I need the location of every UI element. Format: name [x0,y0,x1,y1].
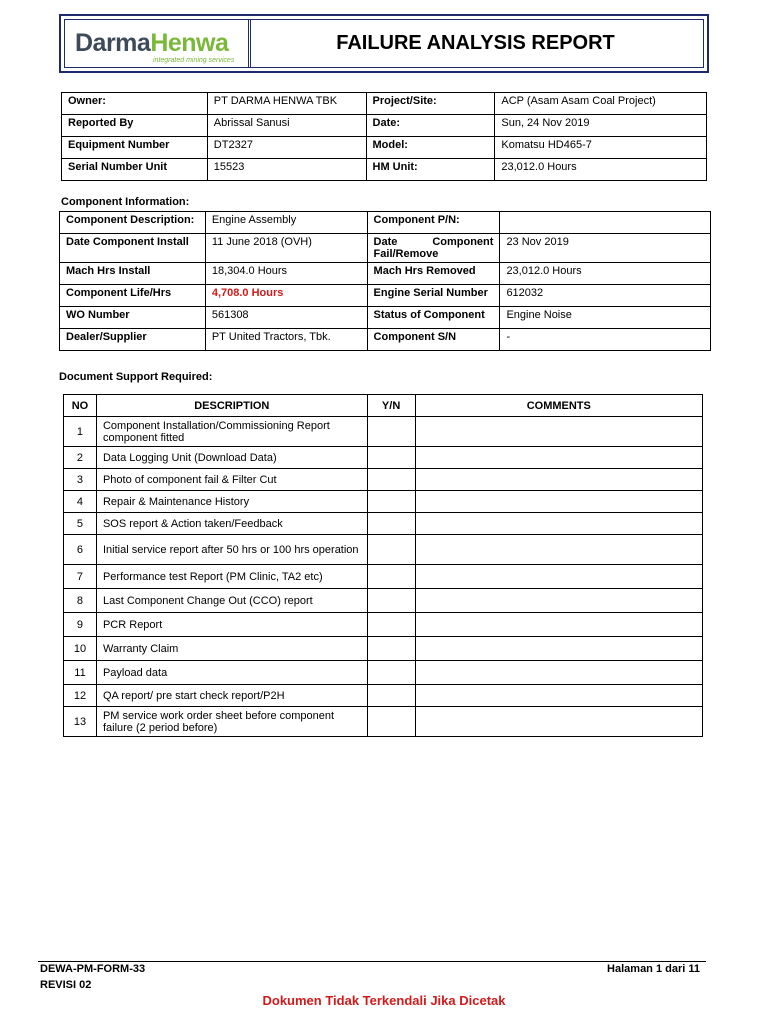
status-label: Status of Component [367,307,500,329]
table-row [60,285,711,307]
component-sn-label: Component S/N [367,329,500,351]
row-comments-cell [415,589,702,613]
revision: REVISI 02 [40,979,92,991]
engine-serial-label: Engine Serial Number [367,285,500,307]
model-value: Komatsu HD465-7 [495,137,707,159]
documents-section-title: Document Support Required: [59,371,213,383]
table-row [62,93,707,115]
component-description-value: Engine Assembly [205,212,367,234]
table-row [64,469,703,491]
wo-number-label: WO Number [60,307,206,329]
row-description: PM service work order sheet before component failure (2 period before) [96,707,367,737]
date-label: Date: [366,115,495,137]
component-sn-value: - [500,329,711,351]
row-yn-cell [367,685,415,707]
row-number: 7 [64,565,97,589]
logo-tagline: integrated mining services [153,57,235,64]
row-comments-cell [415,565,702,589]
component-info-table [59,211,711,351]
project-site-value: ACP (Asam Asam Coal Project) [495,93,707,115]
row-yn-cell [367,565,415,589]
row-yn-cell [367,707,415,737]
table-row [62,159,707,181]
component-life-label: Component Life/Hrs [60,285,206,307]
row-comments-cell [415,417,702,447]
table-row [62,137,707,159]
row-description: Warranty Claim [96,637,367,661]
mach-hrs-install-label: Mach Hrs Install [60,263,206,285]
logo-primary: Darma [75,29,151,57]
page-number: Halaman 1 dari 11 [607,963,700,975]
date-fail-value: 23 Nov 2019 [500,234,711,263]
report-header [59,14,709,73]
table-row [64,417,703,447]
date-fail-label-line2: Fail/Remove [373,248,439,260]
row-yn-cell [367,491,415,513]
row-description: Data Logging Unit (Download Data) [96,447,367,469]
table-row [64,491,703,513]
table-row [62,115,707,137]
row-number: 12 [64,685,97,707]
row-number: 10 [64,637,97,661]
row-number: 13 [64,707,97,737]
table-row [64,447,703,469]
status-value: Engine Noise [500,307,711,329]
serial-number-value: 15523 [207,159,366,181]
row-description: Repair & Maintenance History [96,491,367,513]
table-row [64,661,703,685]
logo-box [65,20,251,67]
header-frame [64,19,704,68]
serial-number-label: Serial Number Unit [62,159,208,181]
document-support-table [63,394,703,737]
row-description: PCR Report [96,613,367,637]
table-row [60,329,711,351]
project-site-label: Project/Site: [366,93,495,115]
row-comments-cell [415,613,702,637]
header-description: DESCRIPTION [96,395,367,417]
model-label: Model: [366,137,495,159]
table-row [60,212,711,234]
row-description: Payload data [96,661,367,685]
reported-by-label: Reported By [62,115,208,137]
row-comments-cell [415,447,702,469]
table-row [64,707,703,737]
component-pn-label: Component P/N: [367,212,500,234]
row-yn-cell [367,589,415,613]
table-row [60,307,711,329]
row-yn-cell [367,613,415,637]
date-fail-label-word1: Date [373,236,398,248]
date-value: Sun, 24 Nov 2019 [495,115,707,137]
hm-unit-label: HM Unit: [366,159,495,181]
row-yn-cell [367,637,415,661]
equipment-number-label: Equipment Number [62,137,208,159]
dealer-value: PT United Tractors, Tbk. [205,329,367,351]
row-comments-cell [415,685,702,707]
table-row [64,637,703,661]
header-no: NO [64,395,97,417]
row-description: QA report/ pre start check report/P2H [96,685,367,707]
row-comments-cell [415,491,702,513]
row-number: 5 [64,513,97,535]
row-comments-cell [415,707,702,737]
logo-secondary: Henwa [150,29,229,57]
row-yn-cell [367,417,415,447]
component-life-value: 4,708.0 Hours [205,285,367,307]
wo-number-value: 561308 [205,307,367,329]
row-number: 1 [64,417,97,447]
table-row [64,685,703,707]
row-number: 11 [64,661,97,685]
report-title: FAILURE ANALYSIS REPORT [336,32,615,54]
row-yn-cell [367,469,415,491]
date-fail-label [367,234,500,263]
row-description: SOS report & Action taken/Feedback [96,513,367,535]
row-number: 8 [64,589,97,613]
row-number: 2 [64,447,97,469]
table-row [60,263,711,285]
mach-hrs-removed-value: 23,012.0 Hours [500,263,711,285]
row-description: Photo of component fail & Filter Cut [96,469,367,491]
row-description: Performance test Report (PM Clinic, TA2 etc) [96,565,367,589]
table-row [64,589,703,613]
row-number: 6 [64,535,97,565]
row-comments-cell [415,469,702,491]
dealer-label: Dealer/Supplier [60,329,206,351]
row-yn-cell [367,447,415,469]
table-row [60,234,711,263]
row-description: Last Component Change Out (CCO) report [96,589,367,613]
table-header-row [64,395,703,417]
row-comments-cell [415,535,702,565]
date-install-value: 11 June 2018 (OVH) [205,234,367,263]
row-comments-cell [415,661,702,685]
uncontrolled-notice: Dokumen Tidak Terkendali Jika Dicetak [262,993,506,1008]
owner-value: PT DARMA HENWA TBK [207,93,366,115]
company-logo [75,29,228,58]
row-number: 9 [64,613,97,637]
equipment-number-value: DT2327 [207,137,366,159]
row-yn-cell [367,513,415,535]
mach-hrs-removed-label: Mach Hrs Removed [367,263,500,285]
table-row [64,535,703,565]
table-row [64,565,703,589]
component-description-label: Component Description: [60,212,206,234]
row-comments-cell [415,637,702,661]
table-row [64,513,703,535]
header-yn: Y/N [367,395,415,417]
row-number: 3 [64,469,97,491]
mach-hrs-install-value: 18,304.0 Hours [205,263,367,285]
component-pn-value [500,212,711,234]
reported-by-value: Abrissal Sanusi [207,115,366,137]
hm-unit-value: 23,012.0 Hours [495,159,707,181]
row-comments-cell [415,513,702,535]
unit-info-table [61,92,707,181]
date-fail-label-word2: Component [432,236,494,248]
header-comments: COMMENTS [415,395,702,417]
engine-serial-value: 612032 [500,285,711,307]
row-yn-cell [367,661,415,685]
row-number: 4 [64,491,97,513]
owner-label: Owner: [62,93,208,115]
row-yn-cell [367,535,415,565]
form-code: DEWA-PM-FORM-33 [40,963,146,975]
component-section-title: Component Information: [61,196,190,208]
table-row [64,613,703,637]
date-install-label: Date Component Install [60,234,206,263]
footer-divider [38,961,706,962]
row-description: Initial service report after 50 hrs or 100 hrs operation [96,535,367,565]
row-description: Component Installation/Commissioning Report component fitted [96,417,367,447]
